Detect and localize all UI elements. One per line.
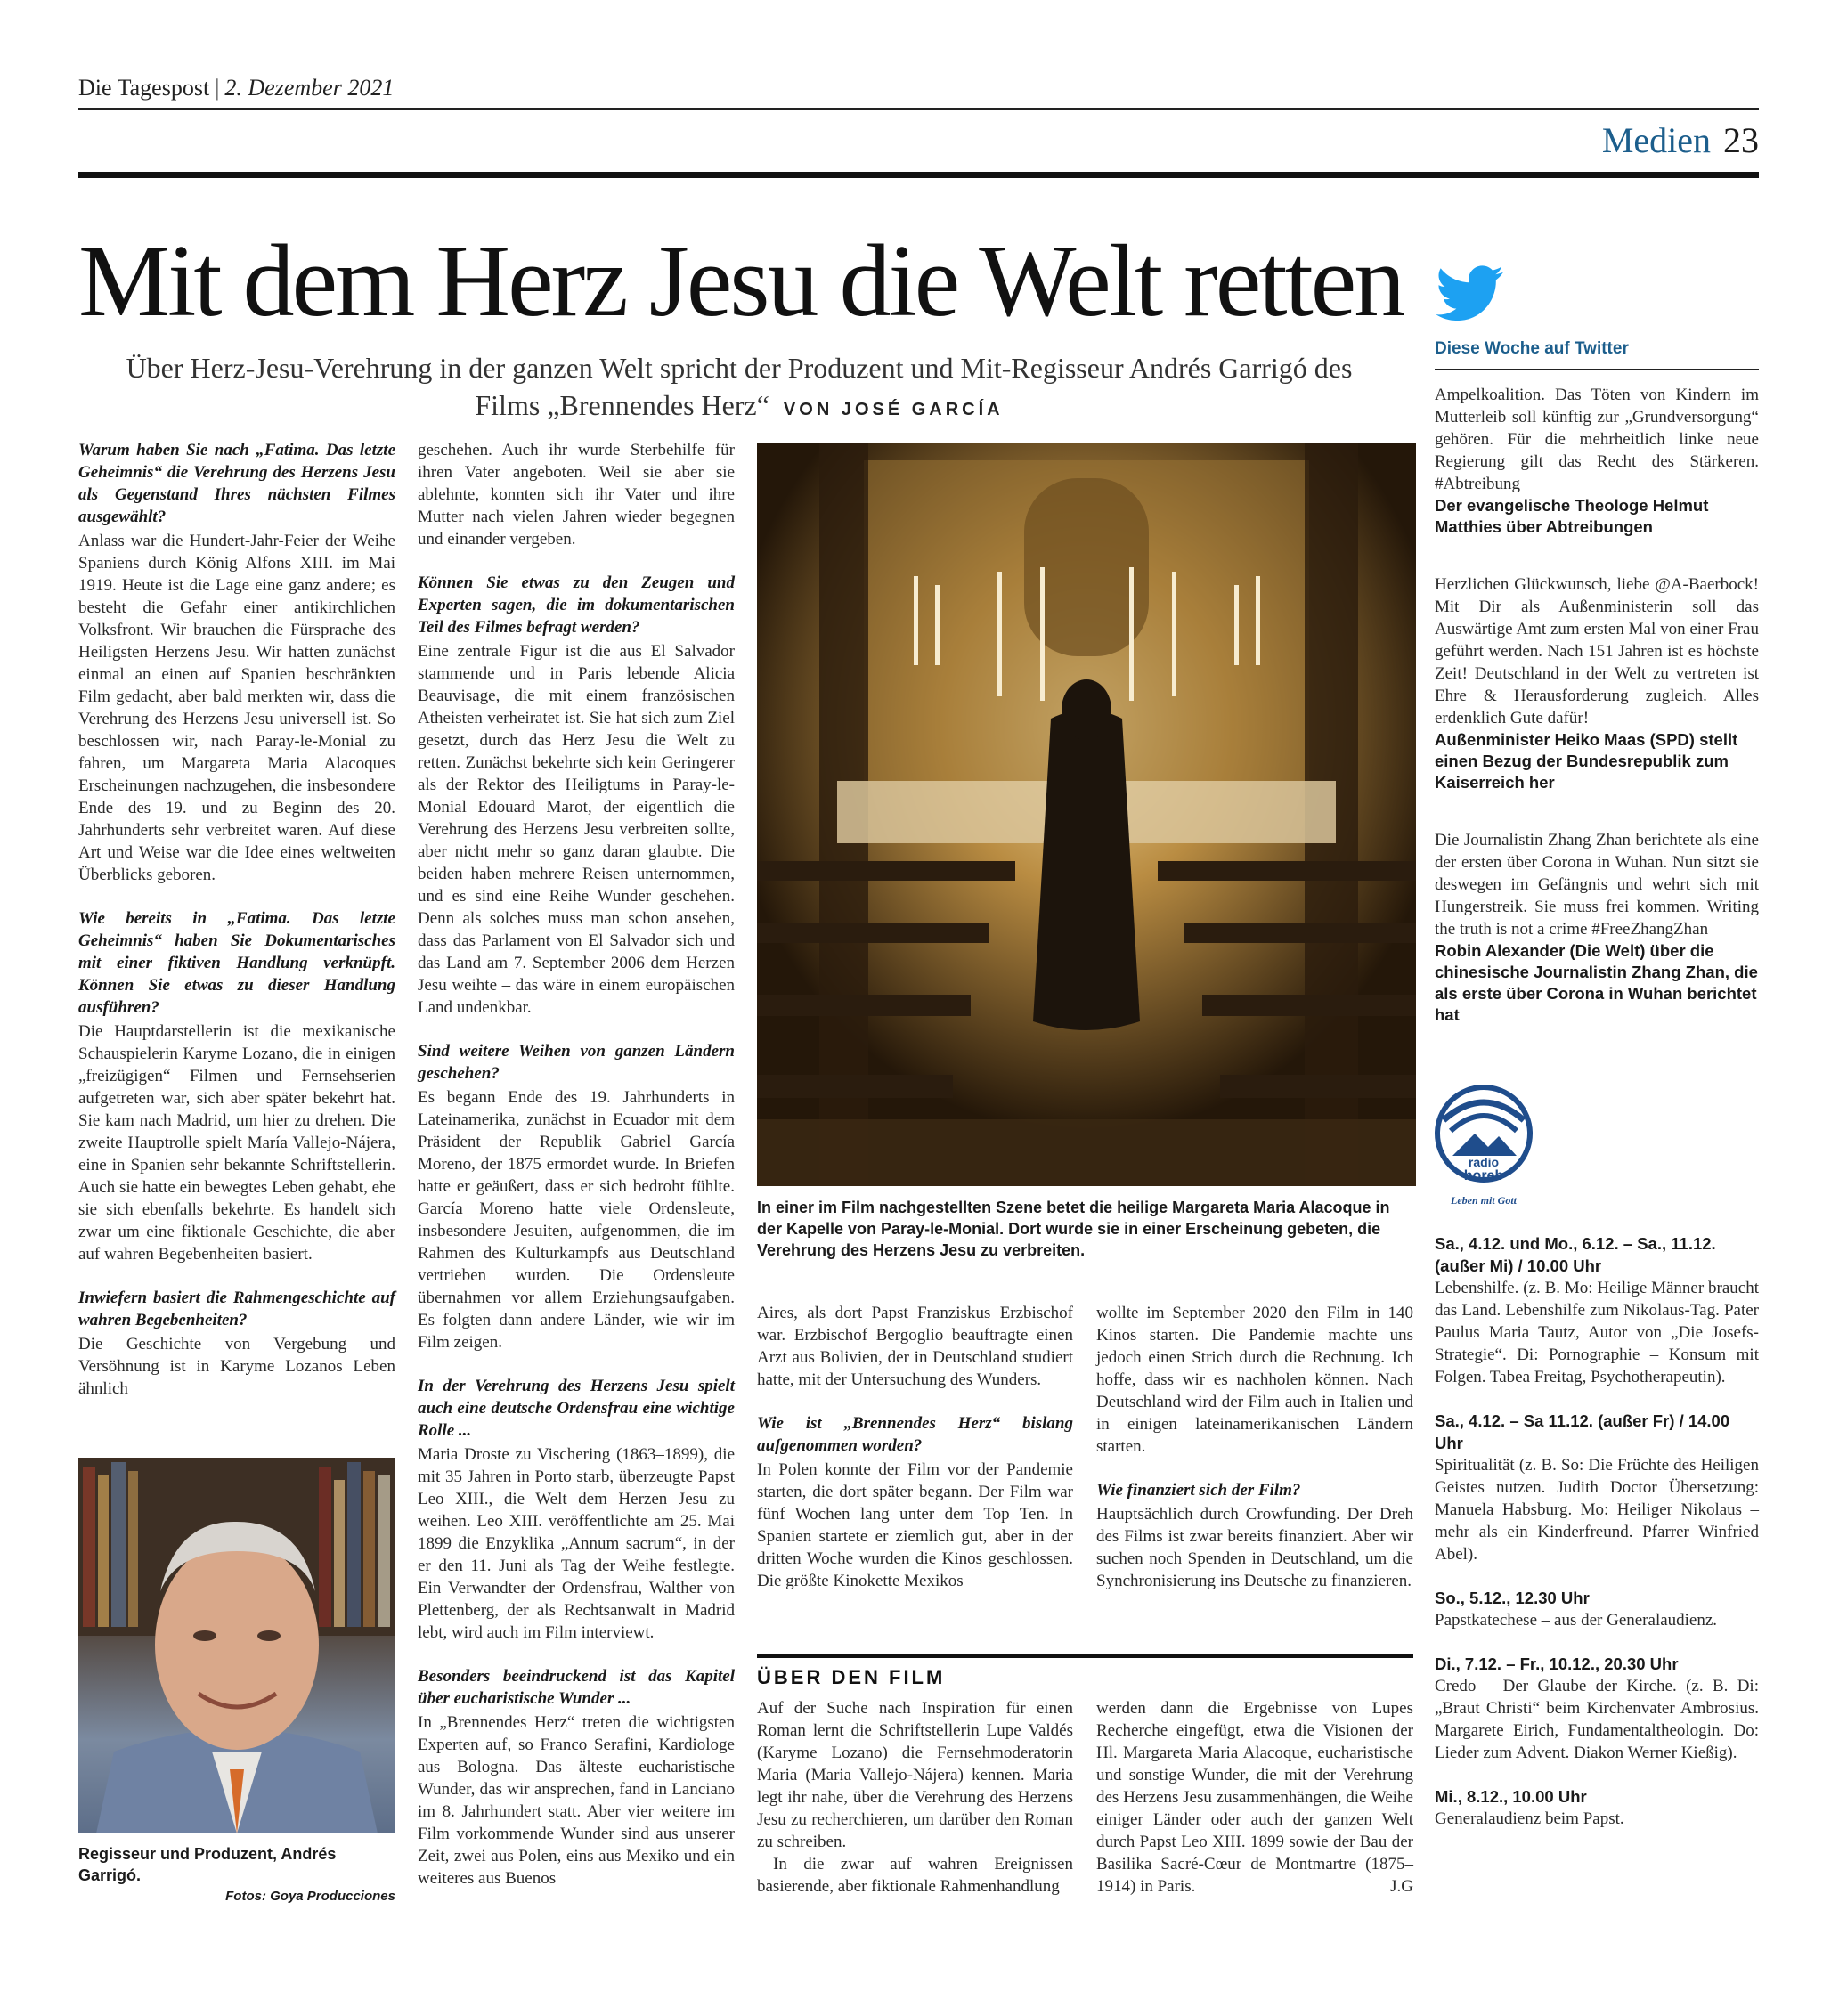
schedule-time: Mi., 8.12., 10.00 Uhr: [1435, 1787, 1587, 1806]
infobox-column-1: [757, 1697, 1073, 1898]
tweet-text: Herzlichen Glückwunsch, liebe @A-Baerbock! Mit Dir als Außenministerin soll das Auswärtige Amt zum ersten Mal von einer Frau geführt werden. Nach 151 Jahren ist es höchste Zeit! Deutschland in der Welt zu vertreten ist Ehre & Herausforderung zugleich. Alles erdenklich Gute dafür!: [1435, 575, 1759, 728]
schedule-time: Di., 7.12. – Fr., 10.12., 20.30 Uhr: [1435, 1654, 1679, 1673]
photo-caption: [757, 1197, 1416, 1261]
answer: Die Geschichte von Vergebung und Versöhnung ist in Karyme Lozanos Leben ähnlich: [78, 1335, 395, 1398]
schedule-time: Sa., 4.12. und Mo., 6.12. – Sa., 11.12. (außer Mi) / 10.00 Uhr: [1435, 1234, 1716, 1275]
tweet-text: Ampelkoalition. Das Töten von Kindern im Mutterleib soll künftig zur „Grundversorgung“ gehören. Für die mehrheitlich linke neue Regierung gilt das Recht des Stärkeren. #Abtreibung: [1435, 386, 1759, 493]
schedule-text: Lebenshilfe. (z. B. Mo: Heilige Männer braucht das Land. Lebenshilfe zum Nikolaus-Tag. Pater Paulus Maria Tautz, Autor von „Die Josefs-Strategie“. Di: Pornographie – Konsum mit Folgen. Tabea Freitag, Psychotherapeutin).: [1435, 1279, 1759, 1386]
byline: VON JOSÉ GARCÍA: [783, 400, 1004, 419]
answer: Es begann Ende des 19. Jahrhunderts in Lateinamerika, zunächst in Ecuador mit dem Präsident der Republik Gabriel García Moreno, der 1875 ermordet wurde. In Briefen hatte er geäußert, dass er sich bedroht fühlte. García Moreno hatte viele Ordensleute, insbesondere Jesuiten, aufgenommen, die im Rahmen des Kulturkampfs aus Deutschland vertrieben wurden. Die Ordensleute übernahmen vor allem Erziehungsaufgaben. Es folgten dann andere Länder, wie wir im Film zeigen.: [418, 1088, 735, 1352]
infobox-rule: [757, 1654, 1413, 1658]
tweet-author: Außenminister Heiko Maas (SPD) stellt einen Bezug der Bundesrepublik zum Kaiserreich her: [1435, 730, 1738, 792]
schedule-item: [1435, 1587, 1759, 1631]
question: Inwiefern basiert die Rahmengeschichte auf wahren Begebenheiten?: [78, 1288, 395, 1329]
headline: Mit dem Herz Jesu die Welt retten: [78, 224, 1404, 338]
tweet-author: Der evangelische Theologe Helmut Matthies über Abtreibungen: [1435, 496, 1709, 536]
portrait-photo: [78, 1458, 395, 1833]
portrait-caption-text: Regisseur und Produzent, Andrés Garrigó.: [78, 1845, 337, 1884]
article-column-4: [1096, 1302, 1413, 1592]
question: Sind weitere Weihen von ganzen Ländern geschehen?: [418, 1042, 735, 1083]
twitter-sidebar: [1435, 384, 1759, 1026]
answer: wollte im September 2020 den Film in 140 Kinos starten. Die Pandemie machte uns jedoch einen Strich durch die Rechnung. Ich hoffe, dass wir es nachholen können. Nach Deutschland wird der Film auch in Italien und in einigen lateinamerikanischen Ländern starten.: [1096, 1304, 1413, 1456]
answer: Eine zentrale Figur ist die aus El Salvador stammende und in Paris lebende Alicia Beauvisage, die mit einem französischen Atheisten verheiratet ist. Sie hat sich zum Ziel gesetzt, durch das Herz Jesu die Welt zu retten. Zunächst bekehrte sich kein Geringerer als der Rektor des Heiligtums in Paray-le-Monial Edouard Marot, der eigentlich die Verehrung des Herzens Jesu verbreiten sollte, aber nicht mehr so ganz daran glaubte. Die beiden haben mehrere Reisen unternommen, und es sind eine Reihe Wunder geschehen. Denn als solches muss man schon ansehen, dass das Parlament von El Salvador sich und das Land am 7. September 2006 dem Herzen Jesu weihte – das wäre in einem europäischen Land undenkbar.: [418, 642, 735, 1017]
question: Wie finanziert sich der Film?: [1096, 1481, 1301, 1500]
answer: In „Brennendes Herz“ treten die wichtigsten Experten auf, so Franco Serafini, Kardiologe aus Bologna. Das älteste eucharistische Wunder, das wir ansprechen, fand in Lanciano im 8. Jahrhundert statt. Aber vier weitere im Film vorkommende Wunder sind aus unserer Zeit, zwei aus Polen, eins aus Mexiko und ein weiteres aus Buenos: [418, 1713, 735, 1888]
tweet: [1435, 829, 1759, 1026]
schedule-item: [1435, 1653, 1759, 1764]
svg-text:horeb: horeb: [1463, 1168, 1504, 1183]
schedule-text: Generalaudienz beim Papst.: [1435, 1809, 1624, 1828]
question: Warum haben Sie nach „Fatima. Das letzte Geheimnis“ die Verehrung des Herzens Jesu als Gegenstand Ihres nächsten Filmes ausgewählt?: [78, 441, 395, 526]
radio-schedule: [1435, 1232, 1759, 1830]
photo-credit: Fotos: Goya Producciones: [225, 1889, 395, 1904]
question: Können Sie etwas zu den Zeugen und Experten sagen, die im dokumentarischen Teil des Filmes befragt werden?: [418, 573, 735, 637]
schedule-text: Spiritualität (z. B. So: Die Früchte des Heiligen Geistes nutzen. Judith Doctor Übersetzung: Manuela Habsburg. Mo: Heiliger Nikolaus – mehr als ein Kinderfreund. Pfarrer Winfried Abel).: [1435, 1456, 1759, 1564]
question: In der Verehrung des Herzens Jesu spielt auch eine deutsche Ordensfrau eine wichtige Rolle ...: [418, 1377, 735, 1440]
page-number: 23: [1723, 120, 1759, 160]
twitter-rule: [1435, 369, 1759, 370]
section-name: Medien: [1601, 120, 1711, 160]
infobox-signature: J.G: [1390, 1877, 1413, 1896]
infobox-text: In die zwar auf wahren Ereignissen basierende, aber fiktionale Rahmenhandlung: [757, 1855, 1073, 1896]
article-column-2: [418, 439, 735, 1890]
answer: Maria Droste zu Vischering (1863–1899), die mit 35 Jahren in Porto starb, überzeugte Papst Leo XIII., die Welt dem Herzen Jesu zu weihen. Leo XIII. veröffentlichte am 25. Mai 1899 die Enzyklika „Annum sacrum“, in der er den 11. Juni als Tag der Weihe festlegte. Ein Verwandter der Ordensfrau, Walther von Plettenberg, der als Rechtsanwalt in Madrid lebt, wird auch im Film interviewt.: [418, 1445, 735, 1642]
masthead-separator: |: [215, 75, 220, 101]
subheadline-text: Über Herz-Jesu-Verehrung in der ganzen Welt spricht der Produzent und Mit-Regisseur Andrés Garrigó des Films „Brennendes Herz“: [126, 352, 1353, 421]
svg-text:radio: radio: [1468, 1155, 1500, 1169]
schedule-item: [1435, 1232, 1759, 1388]
article-column-1: [78, 439, 395, 1400]
answer: geschehen. Auch ihr wurde Sterbehilfe für ihren Vater angeboten. Weil sie aber sie ablehnte, konnten sich ihr Vater und ihre Mutter nach vielen Jahren wieder begegnen und einander vergeben.: [418, 441, 735, 549]
schedule-time: Sa., 4.12. – Sa 11.12. (außer Fr) / 14.00 Uhr: [1435, 1411, 1730, 1452]
subheadline: [116, 349, 1363, 428]
svg-text:Leben mit Gott: Leben mit Gott: [1451, 1194, 1517, 1207]
question: Besonders beeindruckend ist das Kapitel über eucharistische Wunder ...: [418, 1667, 735, 1708]
answer: Anlass war die Hundert-Jahr-Feier der Weihe Spaniens durch König Alfons XIII. im Mai 1919. Heute ist die Lage eine ganz andere; es besteht die Gefahr einer antikirchlichen Volksfront. Wir brauchen die Fürsprache des Heiligsten Herzens Jesu. Wir hatten zunächst einmal an einen auf Spanien beschränkten Film gedacht, aber bald merkten wir, dass die Verehrung des Herzens Jesu universell ist. So beschlossen wir, nach Paray-le-Monial zu fahren, um Margareta Maria Alacoques Erscheinungen nachzugehen, die insbesondere Ende des 19. und zu Beginn des 20. Jahrhunderts sehr verbreitet waren. Auf diese Art und Weise war die Idee eines weltweiten Überblicks geboren.: [78, 532, 395, 884]
schedule-text: Papstkatechese – aus der Generalaudienz.: [1435, 1611, 1718, 1630]
schedule-time: So., 5.12., 12.30 Uhr: [1435, 1589, 1590, 1607]
infobox-column-2: [1096, 1697, 1413, 1898]
answer: Aires, als dort Papst Franziskus Erzbischof war. Erzbischof Bergoglio beauftragte einen Arzt aus Bolivien, der in Deutschland studiert hatte, mit der Untersuchung des Wunders.: [757, 1304, 1073, 1389]
issue-date: 2. Dezember 2021: [224, 75, 395, 101]
infobox-title: ÜBER DEN FILM: [757, 1666, 946, 1688]
tweet: [1435, 384, 1759, 538]
question: Wie bereits in „Fatima. Das letzte Geheimnis“ haben Sie Dokumentarisches mit einer fiktiven Handlung verknüpft. Können Sie etwas zu dieser Handlung ausführen?: [78, 909, 395, 1017]
tweet: [1435, 573, 1759, 793]
radio-horeb-logo: [1435, 1085, 1533, 1209]
portrait-caption: [78, 1843, 395, 1907]
section-header: [1602, 119, 1759, 161]
answer: In Polen konnte der Film vor der Pandemie starten, die dort später begann. Der Film war fünf Wochen lang unter dem Top Ten. In Spanien startete er ziemlich gut, aber in der dritten Woche wurden die Kinos geschlossen. Die größte Kinokette Mexikos: [757, 1460, 1073, 1590]
schedule-item: [1435, 1785, 1759, 1830]
chapel-photo: [757, 443, 1416, 1186]
paper-name: Die Tagespost: [78, 75, 210, 101]
answer: Die Hauptdarstellerin ist die mexikanische Schauspielerin Karyme Lozano, die in einigen „freizügigen“ Filmen und Fernsehserien aufgetreten war, sich aber später bekehrt hat. Sie kam nach Madrid, um hier zu drehen. Die zweite Hauptrolle spielt María Vallejo-Nájera, eine in Spanien sehr bekannte Schriftstellerin. Auch sie hatte ein bewegtes Leben gehabt, ehe sie sich ebenfalls bekehrte. Es handelt sich zwar um eine fiktionale Geschichte, die aber auf wahren Begebenheiten basiert.: [78, 1022, 395, 1264]
infobox-text: Auf der Suche nach Inspiration für einen Roman lernt die Schriftstellerin Lupe Valdés (Karyme Lozano) die Fernsehmoderatorin Maria (Maria Vallejo-Nájera) kennen. Maria legt ihr nahe, über die Verehrung des Herzens Jesu zu recherchieren, um darüber den Roman zu schreiben.: [757, 1699, 1073, 1851]
schedule-text: Credo – Der Glaube der Kirche. (z. B. Di: „Braut Christi“ beim Kirchenvater Ambrosius. Margarete Eirich, Fundamentaltheologin. Do: Lieder zum Advent. Diakon Werner Kießig).: [1435, 1677, 1759, 1762]
tweet-author: Robin Alexander (Die Welt) über die chinesische Journalistin Zhang Zhan, die als erste über Corona in Wuhan berichtet hat: [1435, 941, 1758, 1024]
question: Wie ist „Brennendes Herz“ bislang aufgenommen worden?: [757, 1414, 1073, 1455]
answer: Hauptsächlich durch Crowfunding. Der Dreh des Films ist zwar bereits finanziert. Aber wir suchen noch Spenden in Deutschland, um die Synchronisierung ins Deutsche zu finanzieren.: [1096, 1505, 1413, 1590]
header-rule: [78, 172, 1759, 178]
masthead: [78, 75, 394, 102]
article-column-3: [757, 1302, 1073, 1592]
top-rule: [78, 108, 1759, 110]
twitter-icon: [1436, 265, 1505, 327]
twitter-section-label: Diese Woche auf Twitter: [1435, 339, 1629, 358]
tweet-text: Die Journalistin Zhang Zhan berichtete als eine der ersten über Corona in Wuhan. Nun sitzt sie deswegen im Gefängnis und wehrt sich mit Hungerstreik. Sie muss frei kommen. Writing the truth is not a crime #FreeZhangZhan: [1435, 831, 1759, 939]
schedule-item: [1435, 1410, 1759, 1565]
photo-caption-text: In einer im Film nachgestellten Szene betet die heilige Margareta Maria Alacoque in der Kapelle von Paray-le-Monial. Dort wurde sie in einer Erscheinung gebeten, die Verehrung des Herzens Jesu zu verbreiten.: [757, 1199, 1390, 1259]
infobox-text: werden dann die Ergebnisse von Lupes Recherche eingefügt, etwa die Visionen der Hl. Margareta Maria Alacoque, eucharistische und sonstige Wunder, die mit der Verehrung des Herzens Jesu zusammenhängen, die Weihe einiger Länder oder auch der ganzen Welt durch Papst Leo XIII. 1899 sowie der Bau der Basilika Sacré-Cœur de Montmartre (1875–1914) in Paris.: [1096, 1699, 1413, 1896]
